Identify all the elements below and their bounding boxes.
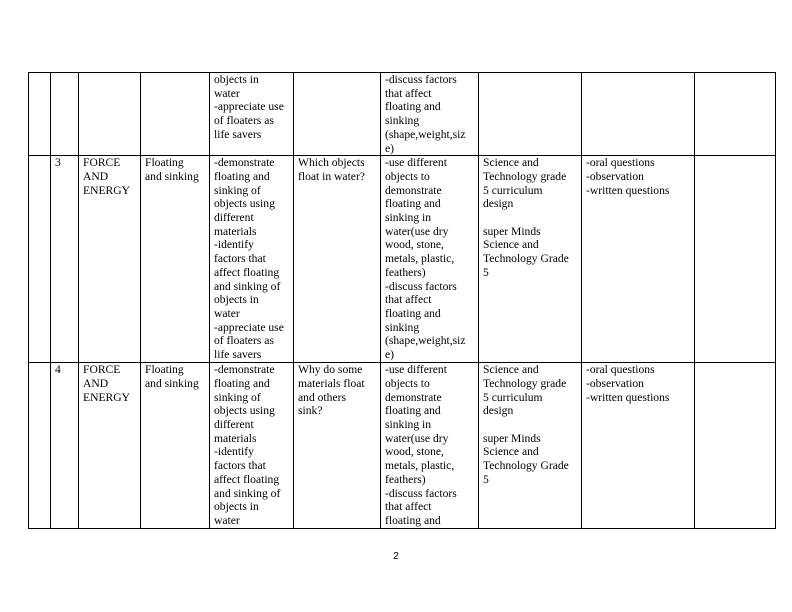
cell-assessment: -oral questions -observation -written questions <box>582 156 695 363</box>
table-row <box>29 363 776 528</box>
cell-assessment: -oral questions -observation -written questions <box>582 363 695 528</box>
cell-sub-strand: Floating and sinking <box>141 156 210 363</box>
cell-outcomes: -demonstrate floating and sinking of objects using different materials -identify factors that affect floating and sinking of objects in water -appreciate use of floaters as life savers <box>210 156 294 363</box>
cell-remarks <box>695 156 776 363</box>
cell-outcomes: objects in water -appreciate use of floaters as life savers <box>210 73 294 156</box>
cell-inquiry: Why do some materials float and others sink? <box>294 363 381 528</box>
lesson-plan-table <box>28 72 776 529</box>
cell-week <box>29 363 51 528</box>
cell-experiences: -discuss factors that affect floating and sinking (shape,weight,siz e) <box>381 73 479 156</box>
cell-strand: FORCE AND ENERGY <box>79 156 141 363</box>
cell-inquiry <box>294 73 381 156</box>
cell-experiences: -use different objects to demonstrate floating and sinking in water(use dry wood, stone, metals, plastic, feathers) -discuss factors that affect floating and sinking (shape,weight,siz e) <box>381 156 479 363</box>
page-number: 2 <box>393 551 399 562</box>
cell-no: 4 <box>51 363 79 528</box>
cell-strand: FORCE AND ENERGY <box>79 363 141 528</box>
cell-sub-strand <box>141 73 210 156</box>
cell-outcomes: -demonstrate floating and sinking of objects using different materials -identify factors that affect floating and sinking of objects in water <box>210 363 294 528</box>
cell-sub-strand: Floating and sinking <box>141 363 210 528</box>
cell-resources: Science and Technology grade 5 curriculum design super Minds Science and Technology Grade 5 <box>479 156 582 363</box>
cell-remarks <box>695 73 776 156</box>
cell-experiences: -use different objects to demonstrate floating and sinking in water(use dry wood, stone, metals, plastic, feathers) -discuss factors that affect floating and <box>381 363 479 528</box>
table-row <box>29 156 776 363</box>
cell-resources <box>479 73 582 156</box>
cell-strand <box>79 73 141 156</box>
cell-no <box>51 73 79 156</box>
cell-week <box>29 156 51 363</box>
cell-assessment <box>582 73 695 156</box>
cell-week <box>29 73 51 156</box>
table-row <box>29 73 776 156</box>
cell-inquiry: Which objects float in water? <box>294 156 381 363</box>
cell-no: 3 <box>51 156 79 363</box>
cell-remarks <box>695 363 776 528</box>
cell-resources: Science and Technology grade 5 curriculum design super Minds Science and Technology Grade 5 <box>479 363 582 528</box>
